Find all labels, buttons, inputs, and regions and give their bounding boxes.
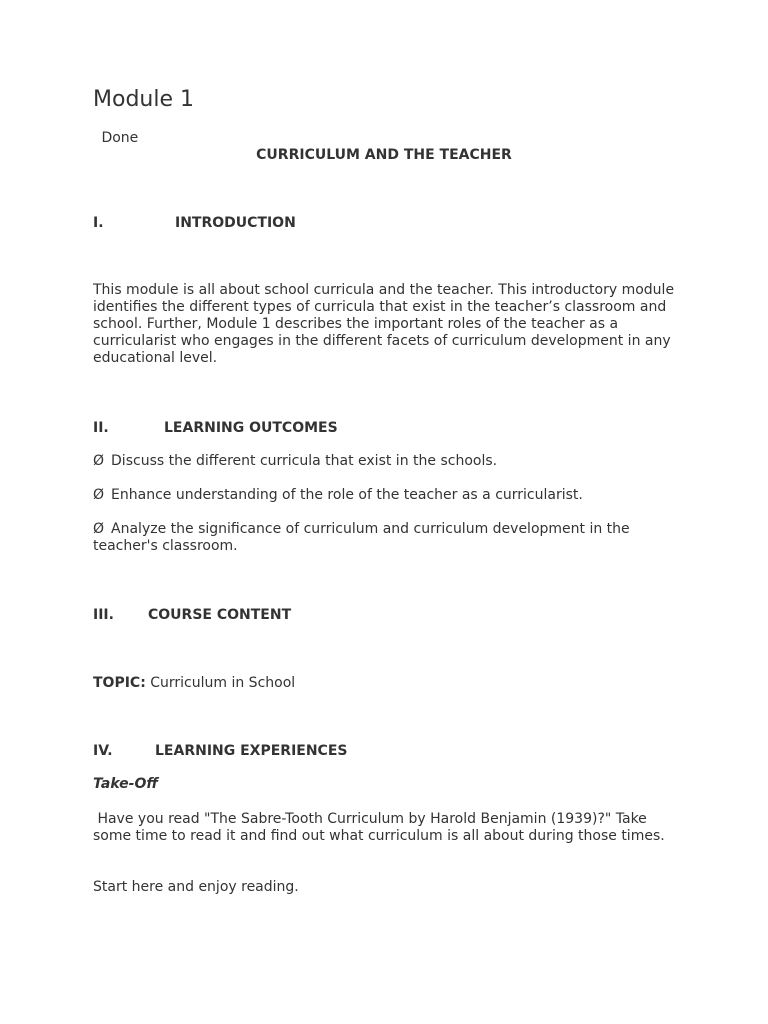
section-number: IV.: [93, 743, 113, 759]
document-heading: CURRICULUM AND THE TEACHER: [256, 147, 512, 163]
take-off-paragraph: Have you read "The Sabre-Tooth Curriculum by Harold Benjamin (1939)?" Take some time to read it and find out what curriculum is all about during those times.: [93, 811, 665, 844]
status-text: Done: [97, 130, 139, 146]
outcome-item: [93, 487, 683, 504]
take-off-subheading: Take-Off: [93, 776, 159, 792]
section-heading-learning-outcomes: [93, 419, 338, 437]
outcome-item: [93, 521, 683, 555]
section-title: LEARNING EXPERIENCES: [155, 743, 348, 759]
section-title: LEARNING OUTCOMES: [164, 420, 338, 436]
bullet-arrow-icon: Ø: [93, 521, 105, 537]
topic-line: [93, 675, 683, 692]
outcome-text: Analyze the significance of curriculum and curriculum development in the teacher's classroom.: [93, 521, 630, 554]
section-heading-learning-experiences: [93, 742, 347, 760]
section-number: II.: [93, 420, 109, 436]
section-number: III.: [93, 607, 114, 623]
bullet-arrow-icon: Ø: [93, 453, 105, 469]
section-title: COURSE CONTENT: [148, 607, 292, 623]
outcome-text: Enhance understanding of the role of the teacher as a curricularist.: [111, 487, 583, 503]
bullet-arrow-icon: Ø: [93, 487, 105, 503]
outcome-text: Discuss the different curricula that exist in the schools.: [111, 453, 498, 469]
section-title: INTRODUCTION: [175, 215, 296, 231]
closing-line: Start here and enjoy reading.: [93, 879, 299, 895]
module-title: Module 1: [93, 87, 194, 112]
section-heading-course-content: [93, 606, 291, 624]
introduction-paragraph: This module is all about school curricula and the teacher. This introductory module identifies the different types of curricula that exist in the teacher’s classroom and school. Further, Module 1 describes the important roles of the teacher as a curricularist who engages in the different facets of curriculum development in any educational level.: [93, 282, 675, 366]
section-number: I.: [93, 215, 104, 231]
topic-value: Curriculum in School: [145, 675, 296, 691]
topic-label: TOPIC:: [93, 675, 146, 691]
section-heading-introduction: [93, 214, 296, 232]
outcome-item: [93, 453, 683, 470]
